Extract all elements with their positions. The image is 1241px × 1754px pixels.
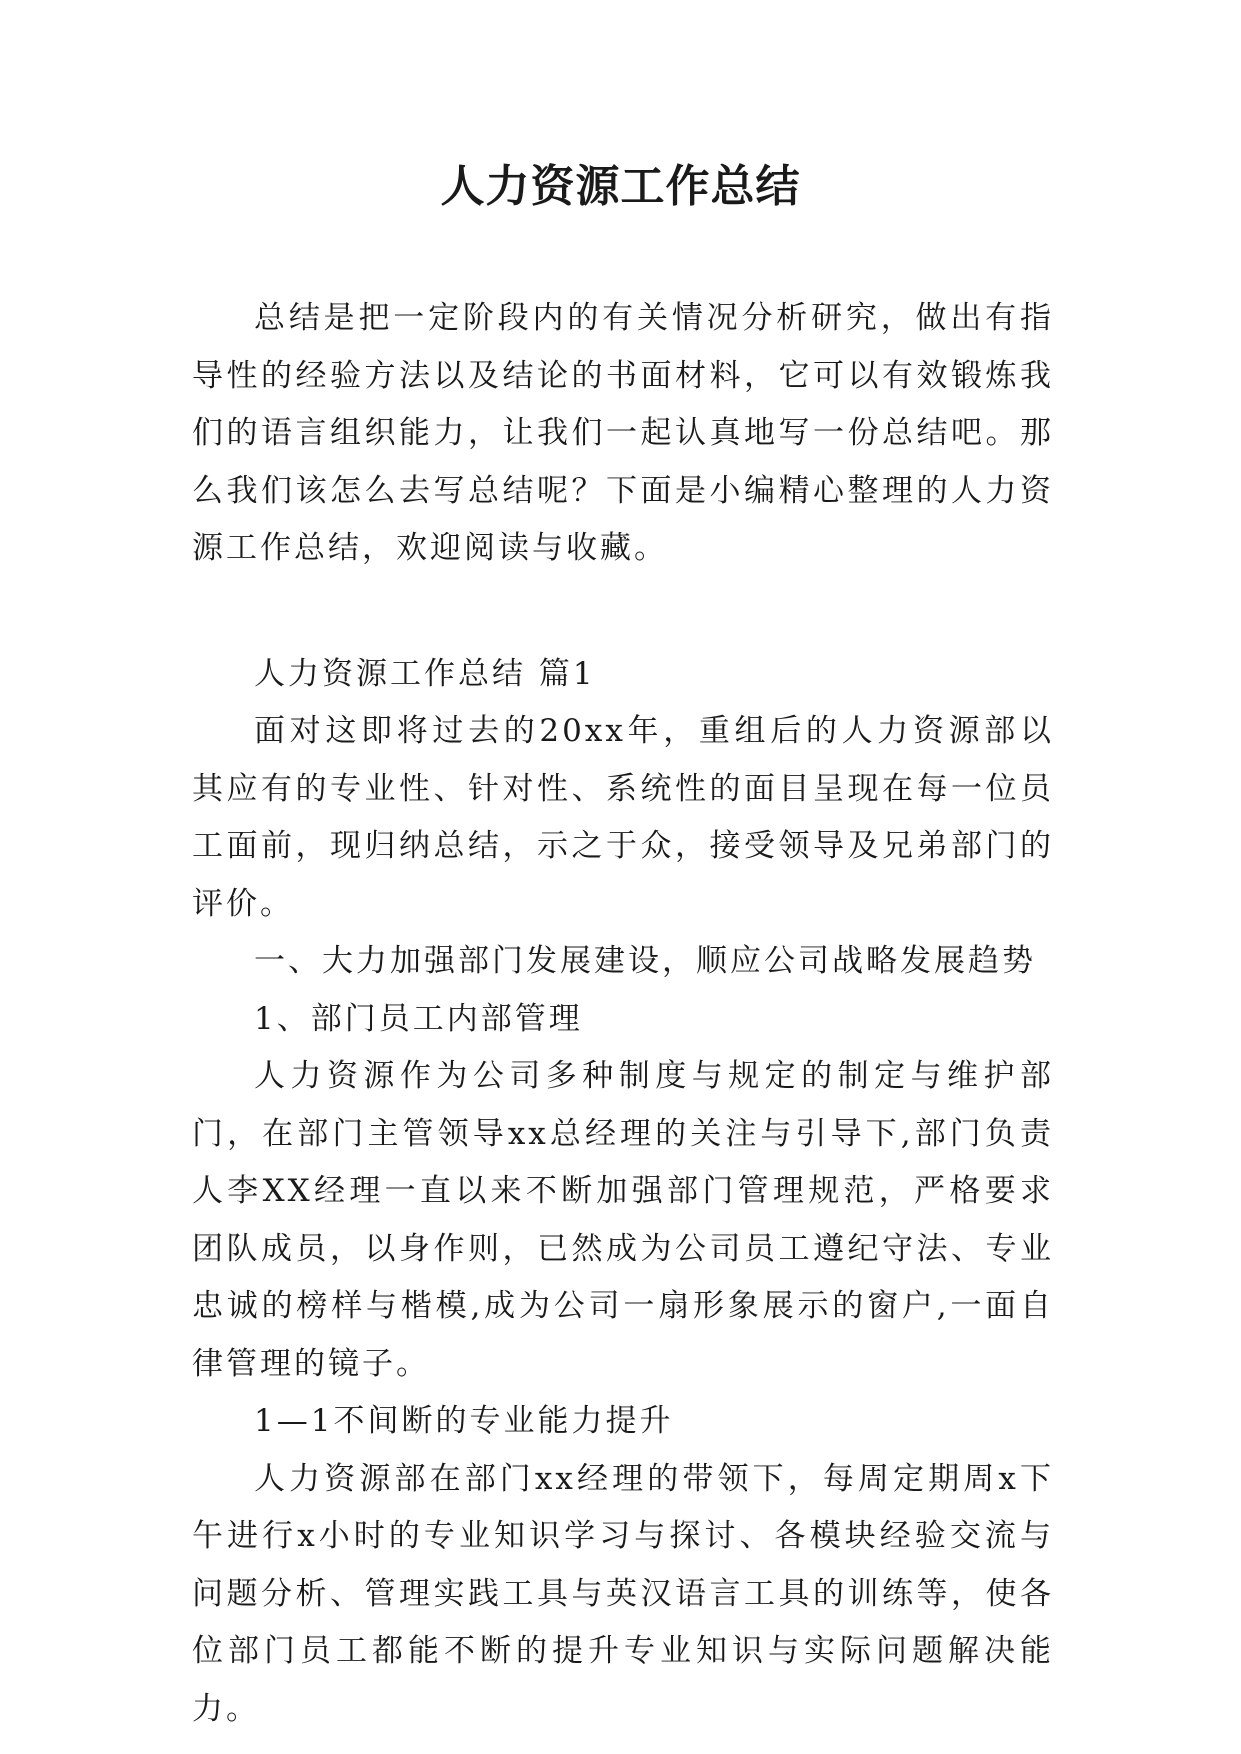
subheading-1: 一、大力加强部门发展建设，顺应公司战略发展趋势 [254, 943, 1036, 979]
subheading-3: 1—1不间断的专业能力提升 [254, 1403, 674, 1439]
body-paragraph-2: 人力资源作为公司多种制度与规定的制定与维护部门，在部门主管领导xx总经理的关注与引导下,部门负责人李XX经理一直以来不断加强部门管理规范，严格要求团队成员，以身作则，已然成为公司员工遵纪守法、专业忠诚的榜样与楷模,成为公司一扇形象展示的窗户,一面自律管理的镜子。 [192, 1058, 1054, 1382]
section-heading: 人力资源工作总结 篇1 [254, 655, 596, 692]
body-paragraph-3: 人力资源部在部门xx经理的带领下，每周定期周x下午进行x小时的专业知识学习与探讨、各模块经验交流与问题分析、管理实践工具与英汉语言工具的训练等，使各位部门员工都能不断的提升专业知识与实际问题解决能力。 [192, 1460, 1054, 1727]
paragraph-gap [192, 578, 1054, 646]
document-title: 人力资源工作总结 [440, 161, 801, 212]
body-paragraph-1: 面对这即将过去的20xx年，重组后的人力资源部以其应有的专业性、针对性、系统性的面目呈现在每一位员工面前，现归纳总结，示之于众，接受领导及兄弟部门的评价。 [192, 713, 1054, 922]
intro-paragraph: 总结是把一定阶段内的有关情况分析研究，做出有指导性的经验方法以及结论的书面材料，它可以有效锻炼我们的语言组织能力，让我们一起认真地写一份总结吧。那么我们该怎么去写总结呢？下面是小编精心整理的人力资源工作总结，欢迎阅读与收藏。 [192, 300, 1054, 566]
document-body [192, 290, 1054, 1738]
subheading-2: 1、部门员工内部管理 [254, 1000, 583, 1037]
